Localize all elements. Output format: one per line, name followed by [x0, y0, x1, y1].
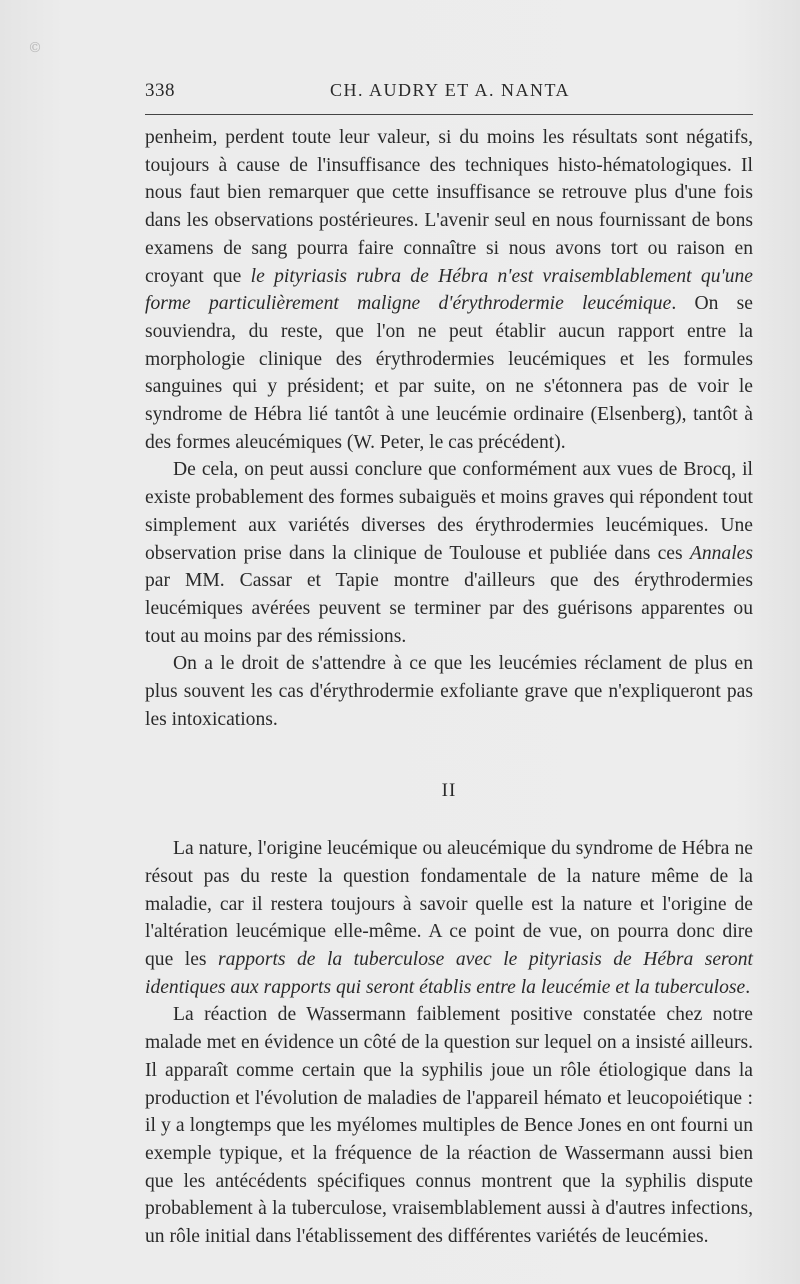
- italic-text: le pityriasis rubra de Hébra n'est vraisemblablement qu'une forme particulièrement maligne d'érythrodermie leucémique: [145, 265, 753, 315]
- paragraph: [145, 456, 753, 650]
- paragraph-text: penheim, perdent toute leur valeur, si du moins les résultats sont négatifs, toujours à cause de l'insuffisance des techniques histo-hématologiques. Il nous faut bien remarquer que cette insuffisance se retrouve plus d'une fois dans les observations postérieures. L'avenir seul en nous fournissant de bons examens de sang pourra faire connaître si nous avons tort ou raison en croyant que: [145, 127, 753, 287]
- section-number: II: [441, 780, 457, 802]
- paragraph-text: . On se souviendra, du reste, que l'on ne peut établir aucun rapport entre la morphologie clinique des érythrodermies leucémiques et les formules sanguines qui y président; et par suite, on ne s'étonnera pas de voir le syndrome de Hébra lié tantôt à une leucémie ordinaire (Elsenberg), tantôt à des formes aleucémiques (W. Peter, le cas précédent).: [145, 293, 753, 453]
- page-header: [145, 76, 755, 106]
- paragraph-text: .: [745, 976, 751, 998]
- paragraph-text: par MM. Cassar et Tapie montre d'ailleurs que des érythrodermies leucémiques avérées peuvent se terminer par des guérisons apparentes ou tout au moins par des rémissions.: [145, 570, 753, 647]
- paragraph: On a le droit de s'attendre à ce que les leucémies réclament de plus en plus souvent les cas d'érythrodermie exfoliante grave que n'expliqueront pas les intoxications.: [145, 653, 753, 730]
- running-head: CH. AUDRY ET A. NANTA: [329, 80, 571, 100]
- italic-text: rapports de la tuberculose avec le pityriasis de Hébra seront identiques aux rapports qui seront établis entre la leucémie et la tuberculose: [145, 948, 753, 998]
- paragraph-text: La nature, l'origine leucémique ou aleucémique du syndrome de Hébra ne résout pas du reste la question fondamentale de la nature même de la maladie, car il restera toujours à savoir quelle est la nature et l'origine de l'altération leucémique elle-même. A ce point de vue, on pourra donc dire que les: [145, 838, 753, 970]
- corner-mark: ©: [28, 40, 42, 56]
- page-number: 338: [145, 80, 175, 101]
- header-rule: [145, 114, 753, 115]
- paragraph: La réaction de Wassermann faiblement positive constatée chez notre malade met en évidence un côté de la question sur lequel on a insisté ailleurs. Il apparaît comme certain que la syphilis joue un rôle étiologique dans la production et l'évolution de maladies de l'appareil hémato et leucopoiétique : il y a longtemps que les myélomes multiples de Bence Jones en ont fourni un exemple typique, et la fréquence de la réaction de Wassermann aussi bien que les antécédents spécifiques connus montrent que la syphilis dispute probablement à la tuberculose, vraisemblablement aussi à d'autres infections, un rôle initial dans l'établissement des différentes variétés de leucémies.: [145, 1004, 753, 1248]
- italic-text: Annales: [689, 542, 753, 564]
- body-text: [145, 124, 753, 1251]
- paragraph-text: De cela, on peut aussi conclure que conformément aux vues de Brocq, il existe probablement des formes subaiguës et moins graves qui répondent tout simplement aux variétés diverses des érythrodermies leucémiques. Une observation prise dans la clinique de Toulouse et publiée dans ces: [145, 459, 753, 564]
- paragraph: [145, 835, 753, 1001]
- paragraph: [145, 124, 753, 456]
